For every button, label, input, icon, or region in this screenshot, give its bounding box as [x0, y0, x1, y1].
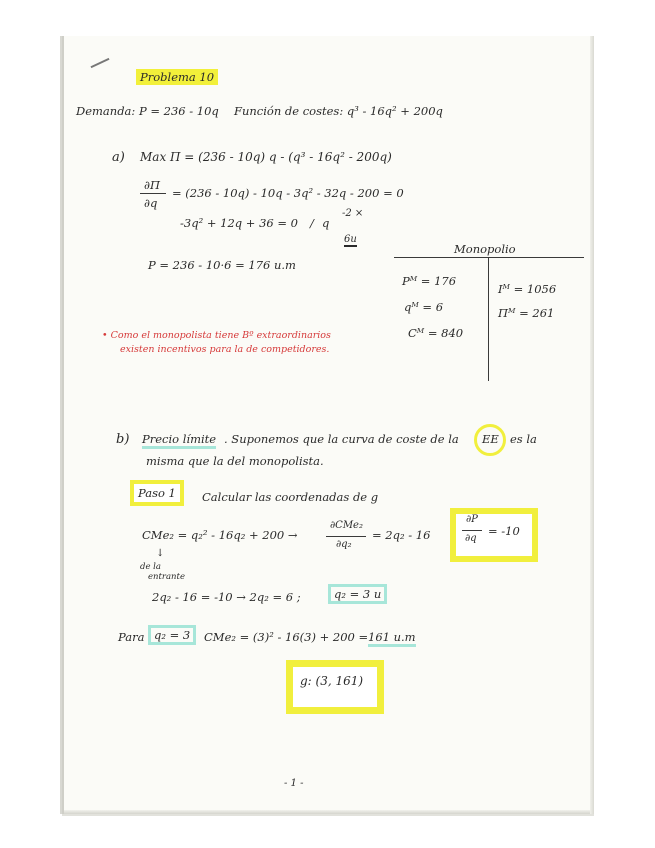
dcme-result: = 2q₂ - 16: [372, 528, 431, 542]
price-result: P = 236 - 10·6 = 176 u.m: [148, 258, 296, 272]
red-note-line2: existen incentivos para la de competidores.: [120, 344, 330, 355]
monopoly-price: Pᴹ = 176: [402, 274, 457, 288]
dcme-fraction-bar: [326, 536, 366, 537]
solve-equation: 2q₂ - 16 = -10 → 2q₂ = 6 ;: [152, 590, 301, 604]
pen-mark: [91, 58, 110, 68]
dcme-numerator: ∂CMe₂: [330, 520, 363, 531]
monopoly-header: Monopolio: [454, 242, 516, 256]
step1-box: Paso 1: [130, 486, 184, 500]
derivative-denominator: ∂q: [144, 196, 158, 210]
dp-result: = -10: [488, 524, 520, 538]
point-g: g: (3, 161): [300, 674, 364, 688]
page-number: - 1 -: [284, 778, 304, 789]
part-b-text2: es la: [510, 432, 537, 446]
cost-function: Función de costes: q³ - 16q² + 200q: [234, 104, 443, 118]
cme2-expression: CMe₂ = (3)² - 16(3) + 200 =: [204, 630, 369, 644]
limit-price-title: Precio límite: [142, 432, 216, 446]
monopoly-profit: Πᴹ = 261: [498, 306, 555, 320]
para-q-box: q₂ = 3: [148, 628, 196, 642]
demand-line: Demanda: P = 236 - 10q: [76, 104, 219, 118]
red-note-line1: • Como el monopolista tiene Bº extraordinarios: [102, 330, 331, 341]
part-b-text1: . Suponemos que la curva de coste de la: [224, 432, 459, 446]
max-profit-expression: Max Π = (236 - 10q) q - (q³ - 16q² - 200q): [140, 150, 392, 164]
monopoly-cost: Cᴹ = 840: [408, 326, 464, 340]
ee-label: EE: [482, 432, 499, 446]
entrante-label: entrante: [148, 572, 185, 582]
fraction-bar: [140, 193, 166, 194]
derivative-numerator: ∂Π: [144, 178, 160, 192]
table-vertical-line: [488, 257, 489, 381]
ee-circle: [474, 424, 506, 456]
part-b-label: b): [116, 432, 130, 447]
q2-result-box: q₂ = 3 u: [328, 587, 387, 601]
dp-numerator: ∂P: [466, 514, 478, 525]
part-b-text3: misma que la del monopolista.: [146, 454, 324, 468]
cme-expression: CMe₂ = q₂² - 16q₂ + 200 →: [142, 528, 298, 542]
down-arrow: ↓: [156, 548, 165, 559]
quadratic-equation: -3q² + 12q + 36 = 0: [180, 216, 298, 230]
root-positive: 6u: [344, 234, 357, 245]
root-q: q: [322, 216, 330, 230]
monopoly-income: Iᴹ = 1056: [498, 282, 557, 296]
cme2-value: 161 u.m: [368, 630, 416, 644]
table-horizontal-line: [394, 257, 584, 258]
dp-fraction-bar: [462, 530, 482, 531]
dp-denominator: ∂q: [465, 533, 477, 544]
notebook-page: [62, 36, 594, 814]
dcme-denominator: ∂q₂: [336, 539, 352, 550]
problem-title: [136, 70, 218, 84]
step1-text: Calcular las coordenadas de g: [202, 490, 379, 504]
slash: /: [310, 216, 314, 230]
root-negative: -2 ×: [342, 208, 364, 219]
para-label: Para: [118, 630, 145, 644]
derivative-equation: = (236 - 10q) - 10q - 3q² - 32q - 200 = 0: [172, 186, 404, 200]
monopoly-quantity: qᴹ = 6: [404, 300, 444, 314]
part-a-label: a): [112, 150, 125, 165]
problem-title-text: Problema 10: [136, 69, 218, 85]
de-la-label: de la: [140, 562, 161, 572]
